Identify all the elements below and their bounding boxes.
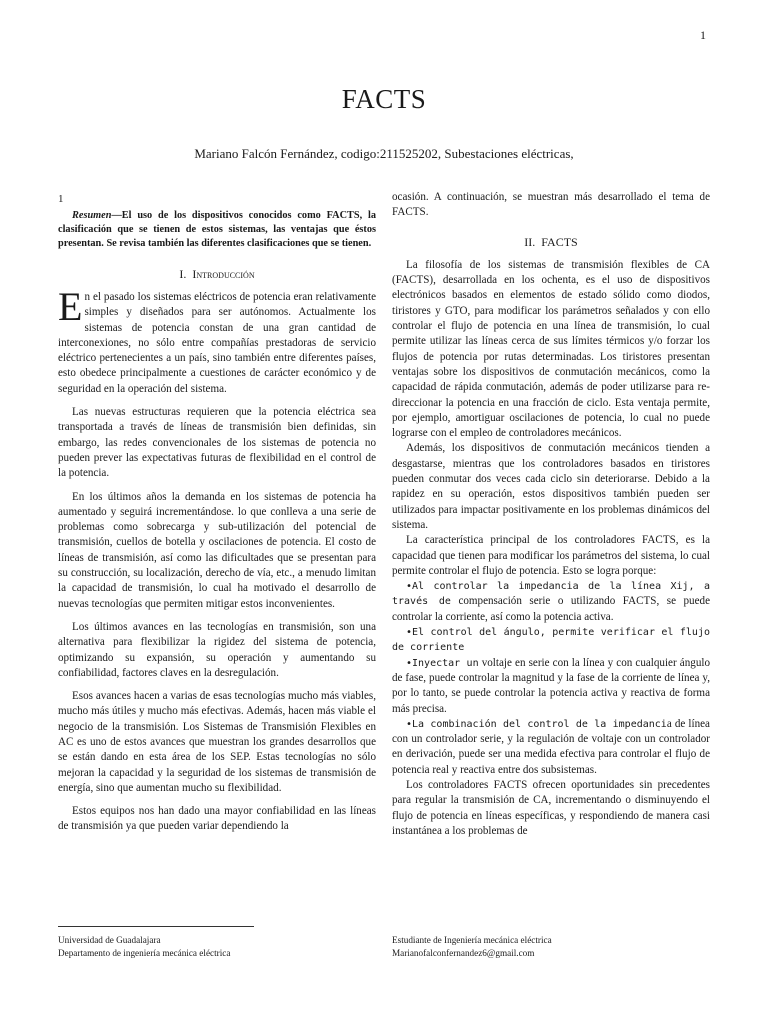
bullet-item — [392, 579, 710, 625]
paragraph: Esos avances hacen a varias de esas tecnologías mucho más viables, mucho más útiles y mucho más efectivas. Además, hacen más viable el negocio de la transmisión. Los Sistemas de Transmisión Flexibles en AC es uno de estos avances que muestran los grandes desarrollos que se están dando en esta área de los SEP. Estas tecnologías no sólo mejoran la capacidad y la seguridad de los sistemas de transmisión de energía, sino que aumentan mucho su flexibilidad. — [58, 690, 376, 794]
section-heading-introduccion — [58, 267, 376, 282]
abstract — [58, 209, 376, 250]
bullet-item — [392, 625, 710, 656]
bullet-text: compensación serie o utilizando FACTS, se puede controlar la corriente, así como la potencia activa. — [392, 595, 710, 623]
right-column — [392, 190, 710, 839]
author-byline: Mariano Falcón Fernández, codigo:211525202, Subestaciones eléctricas, — [194, 146, 574, 161]
paragraph-text: n el pasado los sistemas eléctricos de potencia eran relativamente simples y diseñados para ser autónomos. Actualmente los sistemas de potencia constan de una gran cantidad de interconexiones, no sólo entre compañías prestadoras de servicio eléctrico pertenecientes a un país, sino también entre diferentes países, esto obedece principalmente a cuestiones de carácter económico y de seguridad en la operación del sistema. — [58, 290, 376, 395]
bullet-item — [392, 717, 710, 778]
paragraph: Estos equipos nos han dado una mayor confiabilidad en las líneas de transmisión ya que pueden variar dependiendo la — [58, 805, 376, 833]
footnote-left — [58, 934, 230, 959]
paragraph: Los controladores FACTS ofrecen oportunidades sin precedentes para regular la transmisión de CA, incrementando o disminuyendo el flujo de potencia en líneas específicas, y respondiendo de manera casi instantánea a los problemas de — [392, 778, 710, 837]
footnote-right — [392, 934, 552, 959]
footnote-line: Universidad de Guadalajara — [58, 935, 161, 945]
paragraph: ocasión. A continuación, se muestran más desarrollado el tema de FACTS. — [392, 191, 710, 219]
section-title: Introducción — [192, 266, 255, 281]
footnote-line: Estudiante de Ingeniería mecánica eléctrica — [392, 935, 552, 945]
paragraph — [58, 283, 376, 397]
bullet-text: voltaje en serie con la línea y con cualquier ángulo de fase, puede controlar la magnitud y la fase de la corriente de línea y, por lo tanto, se puede controlar la potencia activa y reactiva de forma más precisa. — [392, 656, 710, 715]
page-number: 1 — [700, 28, 706, 42]
footnote-mark: 1 — [58, 193, 64, 205]
section-numeral: II. — [524, 234, 536, 249]
left-column — [58, 190, 376, 843]
bullet-lead: •Inyectar un — [406, 657, 479, 669]
footnote-rule — [58, 926, 254, 927]
footnote-line: Departamento de ingeniería mecánica eléctrica — [58, 947, 231, 958]
section-heading-facts — [392, 235, 710, 250]
bullet-lead: •Al controlar la impedancia de la línea Xij, a través de — [392, 581, 710, 608]
paragraph: Además, los dispositivos de conmutación mecánicos tienden a desgastarse, mientras que los controladores basados en tiristores pueden conmutar dos veces cada ciclo sin deteriorarse. Debido a la rapidez en su operación, estos dispositivos también pueden ser utilizados para impactar positivamente en los problemas dinámicos del sistema. — [392, 442, 710, 531]
bullet-item — [392, 656, 710, 717]
paragraph: En los últimos años la demanda en los sistemas de potencia ha aumentado y seguirá incrementándose. lo que conlleva a una serie de problemas como sobrecarga y sub-utilización del potencial de transmisión, cuellos de botella y oscilaciones de potencia. El costo de líneas de transmisión, así como las dificultades que se presentan para su construcción, su localización, derecho de vía, etc., a menudo limitan la capacidad de transmisión, lo cual ha motivado el desarrollo de nuevas tecnologías que permiten mitigar estos inconvenientes. — [58, 490, 376, 610]
page-title: FACTS — [341, 84, 427, 114]
bullet-lead: •La combinación del control de la impedanci — [406, 718, 667, 730]
bullet-lead: •El control del ángulo, permite verificar el flujo de corriente — [392, 627, 710, 654]
paragraph: La característica principal de los controladores FACTS, es la capacidad que tienen para modificar los parámetros del sistema, lo cual permite controlar el flujo de potencia. Esto se logra porque: — [392, 534, 710, 577]
section-numeral: I. — [179, 266, 187, 281]
abstract-text: —El uso de los dispositivos conocidos como FACTS, la clasificación que se tienen de estos sistemas, las ventajas que éstos presentan. Se revisa también las diferentes clasificaciones que se tienen. — [58, 210, 376, 249]
paragraph: Los últimos avances en las tecnologías en transmisión, son una alternativa para flexibilizar la rigidez del sistema de potencia, optimizando su expansión, su operación y aumentando su confiabilidad, factores claves en la desregulación. — [58, 620, 376, 679]
abstract-label: Resumen — [72, 210, 112, 222]
footnote-email: Marianofalconfernandez6@gmail.com — [392, 947, 535, 958]
bullet-text: a de línea con un controlador serie, y la regulación de voltaje con un controlador en derivación, puede ser una medida efectiva para controlar el flujo de potencia real y reactiva entre dos subsistemas. — [392, 717, 710, 776]
paragraph: La filosofía de los sistemas de transmisión flexibles de CA (FACTS), desarrollada en los ochenta, es el uso de dispositivos electrónicos basados en elementos de estado sólido como diodos, tiristores y GTO, para modificar los parámetros señalados y con ello controlar el flujo de potencia en una línea de transmisión, lo cual permite utilizar las líneas cerca de sus límites térmicos y/o forzar los flujos de potencia por rutas determinadas. Los tiristores presentan ventajas sobre los dispositivos de conmutación mecánicos, como la capacidad de rápida conmutación, además de poder utilizarse para re-direccionar la potencia en una fracción de ciclo. Esta ventaja permite, por ejemplo, amortiguar oscilaciones de potencia, lo cual no puede lograrse con el empleo de controladores mecánicos. — [392, 258, 710, 440]
paragraph: Las nuevas estructuras requieren que la potencia eléctrica sea transportada a través de líneas de transmisión bien definidas, sin embargo, las redes convencionales de los sistemas de potencia no pueden prever las expectativas futuras de flexibilidad en el control de la potencia. — [58, 406, 376, 480]
drop-cap: E — [58, 283, 83, 329]
section-title: FACTS — [541, 234, 578, 249]
